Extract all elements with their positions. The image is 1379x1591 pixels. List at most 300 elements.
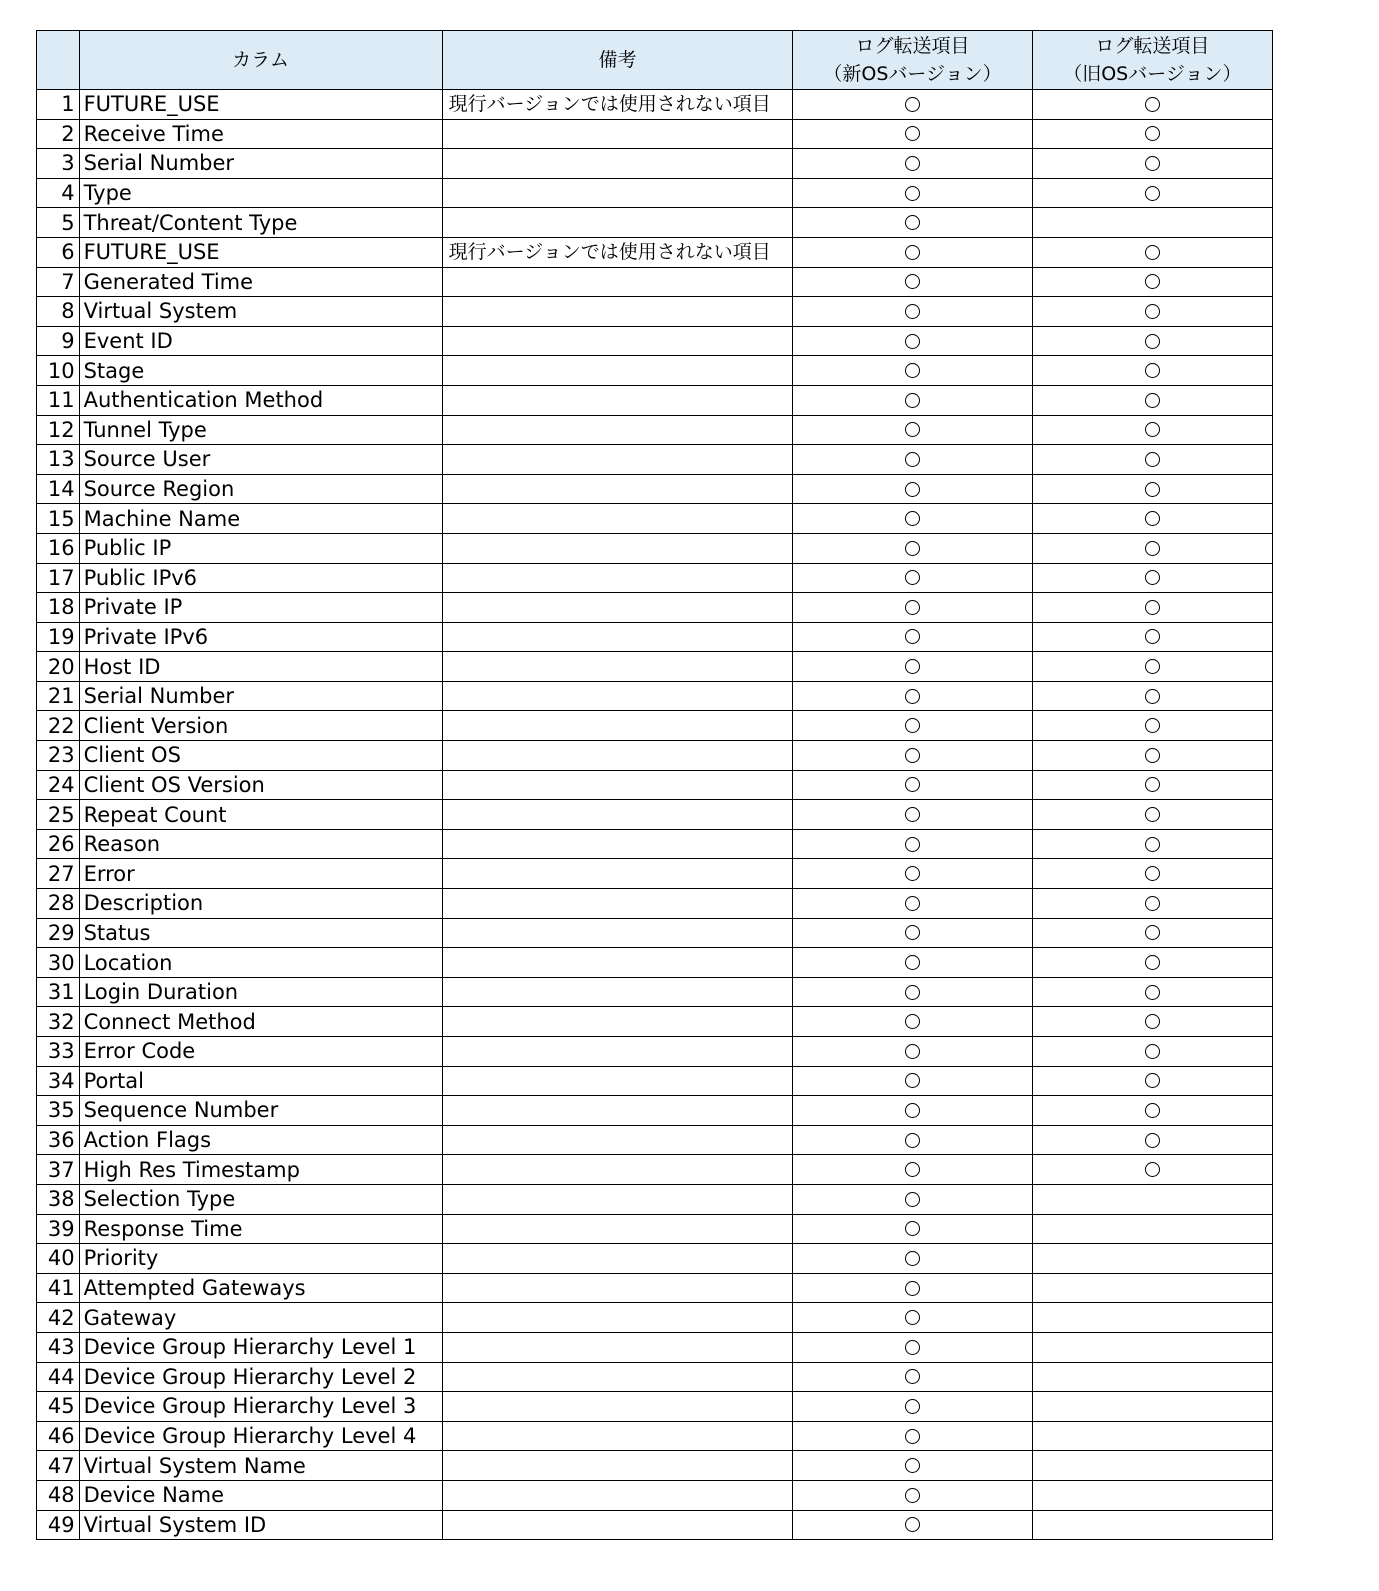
note-cell	[442, 1037, 793, 1067]
new-os-mark-cell	[793, 119, 1032, 149]
new-os-mark-cell	[793, 504, 1032, 534]
row-number: 10	[37, 356, 80, 386]
circle-mark-icon	[905, 629, 920, 644]
header-old-os-line1: ログ転送項目	[1095, 35, 1210, 57]
new-os-mark-cell	[793, 326, 1032, 356]
note-cell	[442, 829, 793, 859]
old-os-mark-cell	[1032, 711, 1272, 741]
old-os-mark-cell	[1032, 1184, 1272, 1214]
table-row	[37, 1244, 1273, 1274]
row-number: 32	[37, 1007, 80, 1037]
column-name-cell: Attempted Gateways	[79, 1273, 442, 1303]
old-os-mark-cell	[1032, 504, 1272, 534]
new-os-mark-cell	[793, 178, 1032, 208]
column-name-cell: Device Group Hierarchy Level 2	[79, 1362, 442, 1392]
row-number: 23	[37, 741, 80, 771]
old-os-mark-cell	[1032, 1392, 1272, 1422]
note-cell	[442, 533, 793, 563]
old-os-mark-cell	[1032, 829, 1272, 859]
circle-mark-icon	[1145, 570, 1160, 585]
note-cell	[442, 1421, 793, 1451]
note-cell	[442, 1332, 793, 1362]
new-os-mark-cell	[793, 1303, 1032, 1333]
note-cell	[442, 1510, 793, 1540]
new-os-mark-cell	[793, 652, 1032, 682]
old-os-mark-cell	[1032, 977, 1272, 1007]
circle-mark-icon	[1145, 482, 1160, 497]
row-number: 49	[37, 1510, 80, 1540]
table-row	[37, 741, 1273, 771]
row-number: 37	[37, 1155, 80, 1185]
new-os-mark-cell	[793, 1451, 1032, 1481]
note-cell	[442, 297, 793, 327]
row-number: 38	[37, 1184, 80, 1214]
column-name-cell: FUTURE_USE	[79, 90, 442, 120]
table-row	[37, 297, 1273, 327]
note-cell	[442, 149, 793, 179]
new-os-mark-cell	[793, 1273, 1032, 1303]
circle-mark-icon	[1145, 334, 1160, 349]
row-number: 1	[37, 90, 80, 120]
new-os-mark-cell	[793, 237, 1032, 267]
circle-mark-icon	[1145, 1103, 1160, 1118]
header-old-os-line2: （旧OSバージョン）	[1063, 63, 1242, 85]
header-number	[37, 31, 80, 90]
new-os-mark-cell	[793, 829, 1032, 859]
column-name-cell: Portal	[79, 1066, 442, 1096]
circle-mark-icon	[1145, 689, 1160, 704]
new-os-mark-cell	[793, 1214, 1032, 1244]
circle-mark-icon	[1145, 600, 1160, 615]
row-number: 34	[37, 1066, 80, 1096]
row-number: 16	[37, 533, 80, 563]
new-os-mark-cell	[793, 297, 1032, 327]
circle-mark-icon	[1145, 837, 1160, 852]
column-name-cell: Machine Name	[79, 504, 442, 534]
circle-mark-icon	[1145, 718, 1160, 733]
column-name-cell: Threat/Content Type	[79, 208, 442, 238]
circle-mark-icon	[905, 334, 920, 349]
table-row	[37, 1480, 1273, 1510]
header-note: 備考	[442, 31, 793, 90]
column-name-cell: Priority	[79, 1244, 442, 1274]
row-number: 33	[37, 1037, 80, 1067]
column-name-cell: Host ID	[79, 652, 442, 682]
new-os-mark-cell	[793, 445, 1032, 475]
new-os-mark-cell	[793, 741, 1032, 771]
column-name-cell: Action Flags	[79, 1125, 442, 1155]
table-row	[37, 533, 1273, 563]
column-name-cell: Device Group Hierarchy Level 3	[79, 1392, 442, 1422]
column-name-cell: Gateway	[79, 1303, 442, 1333]
note-cell	[442, 652, 793, 682]
new-os-mark-cell	[793, 267, 1032, 297]
note-cell	[442, 1096, 793, 1126]
note-cell	[442, 1007, 793, 1037]
circle-mark-icon	[905, 1458, 920, 1473]
row-number: 45	[37, 1392, 80, 1422]
new-os-mark-cell	[793, 770, 1032, 800]
row-number: 4	[37, 178, 80, 208]
table-row	[37, 1510, 1273, 1540]
table-row	[37, 237, 1273, 267]
circle-mark-icon	[905, 1517, 920, 1532]
note-cell	[442, 415, 793, 445]
table-body	[37, 90, 1273, 1540]
table-row	[37, 652, 1273, 682]
circle-mark-icon	[905, 1399, 920, 1414]
note-cell	[442, 593, 793, 623]
circle-mark-icon	[905, 1073, 920, 1088]
new-os-mark-cell	[793, 1096, 1032, 1126]
circle-mark-icon	[905, 393, 920, 408]
old-os-mark-cell	[1032, 149, 1272, 179]
table-row	[37, 474, 1273, 504]
note-cell	[442, 711, 793, 741]
old-os-mark-cell	[1032, 385, 1272, 415]
note-cell	[442, 119, 793, 149]
column-name-cell: Client OS	[79, 741, 442, 771]
old-os-mark-cell	[1032, 1362, 1272, 1392]
circle-mark-icon	[905, 1369, 920, 1384]
note-cell	[442, 1303, 793, 1333]
row-number: 13	[37, 445, 80, 475]
column-name-cell: Virtual System ID	[79, 1510, 442, 1540]
circle-mark-icon	[1145, 866, 1160, 881]
circle-mark-icon	[1145, 97, 1160, 112]
circle-mark-icon	[1145, 274, 1160, 289]
old-os-mark-cell	[1032, 1244, 1272, 1274]
new-os-mark-cell	[793, 1362, 1032, 1392]
column-name-cell: Location	[79, 948, 442, 978]
new-os-mark-cell	[793, 593, 1032, 623]
old-os-mark-cell	[1032, 918, 1272, 948]
row-number: 15	[37, 504, 80, 534]
column-name-cell: Connect Method	[79, 1007, 442, 1037]
new-os-mark-cell	[793, 681, 1032, 711]
note-cell	[442, 1392, 793, 1422]
old-os-mark-cell	[1032, 326, 1272, 356]
table-row	[37, 918, 1273, 948]
circle-mark-icon	[905, 126, 920, 141]
row-number: 14	[37, 474, 80, 504]
row-number: 9	[37, 326, 80, 356]
old-os-mark-cell	[1032, 90, 1272, 120]
old-os-mark-cell	[1032, 741, 1272, 771]
column-name-cell: Status	[79, 918, 442, 948]
new-os-mark-cell	[793, 889, 1032, 919]
row-number: 18	[37, 593, 80, 623]
circle-mark-icon	[905, 1133, 920, 1148]
header-new-os-line2: （新OSバージョン）	[823, 63, 1002, 85]
log-field-table	[36, 30, 1273, 1540]
note-cell	[442, 622, 793, 652]
new-os-mark-cell	[793, 1125, 1032, 1155]
circle-mark-icon	[905, 274, 920, 289]
row-number: 25	[37, 800, 80, 830]
circle-mark-icon	[905, 1281, 920, 1296]
old-os-mark-cell	[1032, 119, 1272, 149]
column-name-cell: Private IP	[79, 593, 442, 623]
new-os-mark-cell	[793, 1007, 1032, 1037]
note-cell	[442, 1451, 793, 1481]
row-number: 20	[37, 652, 80, 682]
table-row	[37, 1332, 1273, 1362]
row-number: 41	[37, 1273, 80, 1303]
note-cell	[442, 977, 793, 1007]
table-row	[37, 948, 1273, 978]
table-row	[37, 1184, 1273, 1214]
note-cell	[442, 504, 793, 534]
table-row	[37, 563, 1273, 593]
note-cell	[442, 474, 793, 504]
circle-mark-icon	[905, 659, 920, 674]
table-row	[37, 829, 1273, 859]
row-number: 12	[37, 415, 80, 445]
table-row	[37, 1392, 1273, 1422]
note-cell	[442, 326, 793, 356]
old-os-mark-cell	[1032, 652, 1272, 682]
note-cell	[442, 1362, 793, 1392]
old-os-mark-cell	[1032, 178, 1272, 208]
column-name-cell: Source Region	[79, 474, 442, 504]
header-old-os	[1032, 31, 1272, 90]
circle-mark-icon	[905, 955, 920, 970]
note-cell	[442, 356, 793, 386]
row-number: 28	[37, 889, 80, 919]
header-new-os	[793, 31, 1032, 90]
new-os-mark-cell	[793, 918, 1032, 948]
circle-mark-icon	[905, 422, 920, 437]
new-os-mark-cell	[793, 1480, 1032, 1510]
column-name-cell: Serial Number	[79, 681, 442, 711]
circle-mark-icon	[905, 156, 920, 171]
new-os-mark-cell	[793, 563, 1032, 593]
row-number: 24	[37, 770, 80, 800]
column-name-cell: Authentication Method	[79, 385, 442, 415]
circle-mark-icon	[1145, 1014, 1160, 1029]
circle-mark-icon	[1145, 156, 1160, 171]
table-row	[37, 681, 1273, 711]
column-name-cell: Device Name	[79, 1480, 442, 1510]
new-os-mark-cell	[793, 711, 1032, 741]
circle-mark-icon	[905, 718, 920, 733]
circle-mark-icon	[905, 925, 920, 940]
note-cell	[442, 1244, 793, 1274]
row-number: 47	[37, 1451, 80, 1481]
row-number: 42	[37, 1303, 80, 1333]
circle-mark-icon	[905, 807, 920, 822]
table-row	[37, 415, 1273, 445]
column-name-cell: Device Group Hierarchy Level 1	[79, 1332, 442, 1362]
new-os-mark-cell	[793, 1332, 1032, 1362]
circle-mark-icon	[1145, 393, 1160, 408]
table-row	[37, 356, 1273, 386]
old-os-mark-cell	[1032, 1480, 1272, 1510]
circle-mark-icon	[1145, 363, 1160, 378]
note-cell	[442, 741, 793, 771]
column-name-cell: Generated Time	[79, 267, 442, 297]
new-os-mark-cell	[793, 149, 1032, 179]
circle-mark-icon	[905, 1044, 920, 1059]
note-cell	[442, 208, 793, 238]
column-name-cell: Tunnel Type	[79, 415, 442, 445]
old-os-mark-cell	[1032, 1332, 1272, 1362]
row-number: 6	[37, 237, 80, 267]
column-name-cell: Sequence Number	[79, 1096, 442, 1126]
column-name-cell: Reason	[79, 829, 442, 859]
old-os-mark-cell	[1032, 1214, 1272, 1244]
table-row	[37, 149, 1273, 179]
table-row	[37, 208, 1273, 238]
table-row	[37, 504, 1273, 534]
circle-mark-icon	[905, 1192, 920, 1207]
old-os-mark-cell	[1032, 445, 1272, 475]
column-name-cell: Virtual System Name	[79, 1451, 442, 1481]
column-name-cell: Stage	[79, 356, 442, 386]
circle-mark-icon	[905, 541, 920, 556]
note-cell	[442, 1125, 793, 1155]
circle-mark-icon	[905, 215, 920, 230]
old-os-mark-cell	[1032, 267, 1272, 297]
row-number: 2	[37, 119, 80, 149]
column-name-cell: Serial Number	[79, 149, 442, 179]
row-number: 8	[37, 297, 80, 327]
column-name-cell: Public IPv6	[79, 563, 442, 593]
header-row	[37, 31, 1273, 90]
row-number: 36	[37, 1125, 80, 1155]
circle-mark-icon	[905, 866, 920, 881]
table-row	[37, 711, 1273, 741]
row-number: 27	[37, 859, 80, 889]
circle-mark-icon	[1145, 511, 1160, 526]
note-cell	[442, 563, 793, 593]
circle-mark-icon	[905, 896, 920, 911]
table-row	[37, 800, 1273, 830]
circle-mark-icon	[905, 304, 920, 319]
circle-mark-icon	[905, 777, 920, 792]
table-row	[37, 622, 1273, 652]
old-os-mark-cell	[1032, 800, 1272, 830]
old-os-mark-cell	[1032, 297, 1272, 327]
old-os-mark-cell	[1032, 1451, 1272, 1481]
row-number: 48	[37, 1480, 80, 1510]
circle-mark-icon	[1145, 126, 1160, 141]
note-cell	[442, 1184, 793, 1214]
column-name-cell: Device Group Hierarchy Level 4	[79, 1421, 442, 1451]
table-row	[37, 859, 1273, 889]
header-column-name: カラム	[79, 31, 442, 90]
table-row	[37, 1451, 1273, 1481]
new-os-mark-cell	[793, 385, 1032, 415]
row-number: 29	[37, 918, 80, 948]
circle-mark-icon	[905, 748, 920, 763]
old-os-mark-cell	[1032, 593, 1272, 623]
row-number: 44	[37, 1362, 80, 1392]
new-os-mark-cell	[793, 474, 1032, 504]
new-os-mark-cell	[793, 356, 1032, 386]
old-os-mark-cell	[1032, 563, 1272, 593]
circle-mark-icon	[905, 1488, 920, 1503]
circle-mark-icon	[1145, 777, 1160, 792]
note-cell	[442, 859, 793, 889]
new-os-mark-cell	[793, 800, 1032, 830]
old-os-mark-cell	[1032, 1007, 1272, 1037]
column-name-cell: FUTURE_USE	[79, 237, 442, 267]
new-os-mark-cell	[793, 1066, 1032, 1096]
old-os-mark-cell	[1032, 1303, 1272, 1333]
old-os-mark-cell	[1032, 237, 1272, 267]
column-name-cell: Response Time	[79, 1214, 442, 1244]
old-os-mark-cell	[1032, 1125, 1272, 1155]
circle-mark-icon	[905, 1221, 920, 1236]
new-os-mark-cell	[793, 977, 1032, 1007]
row-number: 31	[37, 977, 80, 1007]
row-number: 46	[37, 1421, 80, 1451]
table-row	[37, 1214, 1273, 1244]
new-os-mark-cell	[793, 533, 1032, 563]
circle-mark-icon	[905, 482, 920, 497]
old-os-mark-cell	[1032, 356, 1272, 386]
new-os-mark-cell	[793, 1510, 1032, 1540]
note-cell	[442, 1480, 793, 1510]
column-name-cell: High Res Timestamp	[79, 1155, 442, 1185]
row-number: 7	[37, 267, 80, 297]
circle-mark-icon	[905, 363, 920, 378]
table-row	[37, 326, 1273, 356]
circle-mark-icon	[905, 1310, 920, 1325]
table-row	[37, 1421, 1273, 1451]
table-row	[37, 889, 1273, 919]
column-name-cell: Virtual System	[79, 297, 442, 327]
row-number: 40	[37, 1244, 80, 1274]
row-number: 22	[37, 711, 80, 741]
old-os-mark-cell	[1032, 889, 1272, 919]
note-cell	[442, 770, 793, 800]
column-name-cell: Error	[79, 859, 442, 889]
old-os-mark-cell	[1032, 1273, 1272, 1303]
new-os-mark-cell	[793, 90, 1032, 120]
table-row	[37, 593, 1273, 623]
column-name-cell: Error Code	[79, 1037, 442, 1067]
note-cell	[442, 681, 793, 711]
table-row	[37, 1362, 1273, 1392]
column-name-cell: Source User	[79, 445, 442, 475]
new-os-mark-cell	[793, 415, 1032, 445]
table-row	[37, 178, 1273, 208]
new-os-mark-cell	[793, 948, 1032, 978]
note-cell	[442, 1273, 793, 1303]
table-row	[37, 977, 1273, 1007]
old-os-mark-cell	[1032, 533, 1272, 563]
circle-mark-icon	[905, 1340, 920, 1355]
circle-mark-icon	[1145, 186, 1160, 201]
table-row	[37, 1303, 1273, 1333]
circle-mark-icon	[905, 186, 920, 201]
header-new-os-line1: ログ転送項目	[855, 35, 970, 57]
circle-mark-icon	[1145, 541, 1160, 556]
old-os-mark-cell	[1032, 681, 1272, 711]
table-row	[37, 445, 1273, 475]
new-os-mark-cell	[793, 1244, 1032, 1274]
old-os-mark-cell	[1032, 770, 1272, 800]
circle-mark-icon	[1145, 245, 1160, 260]
old-os-mark-cell	[1032, 474, 1272, 504]
circle-mark-icon	[1145, 304, 1160, 319]
row-number: 30	[37, 948, 80, 978]
circle-mark-icon	[905, 1103, 920, 1118]
row-number: 39	[37, 1214, 80, 1244]
